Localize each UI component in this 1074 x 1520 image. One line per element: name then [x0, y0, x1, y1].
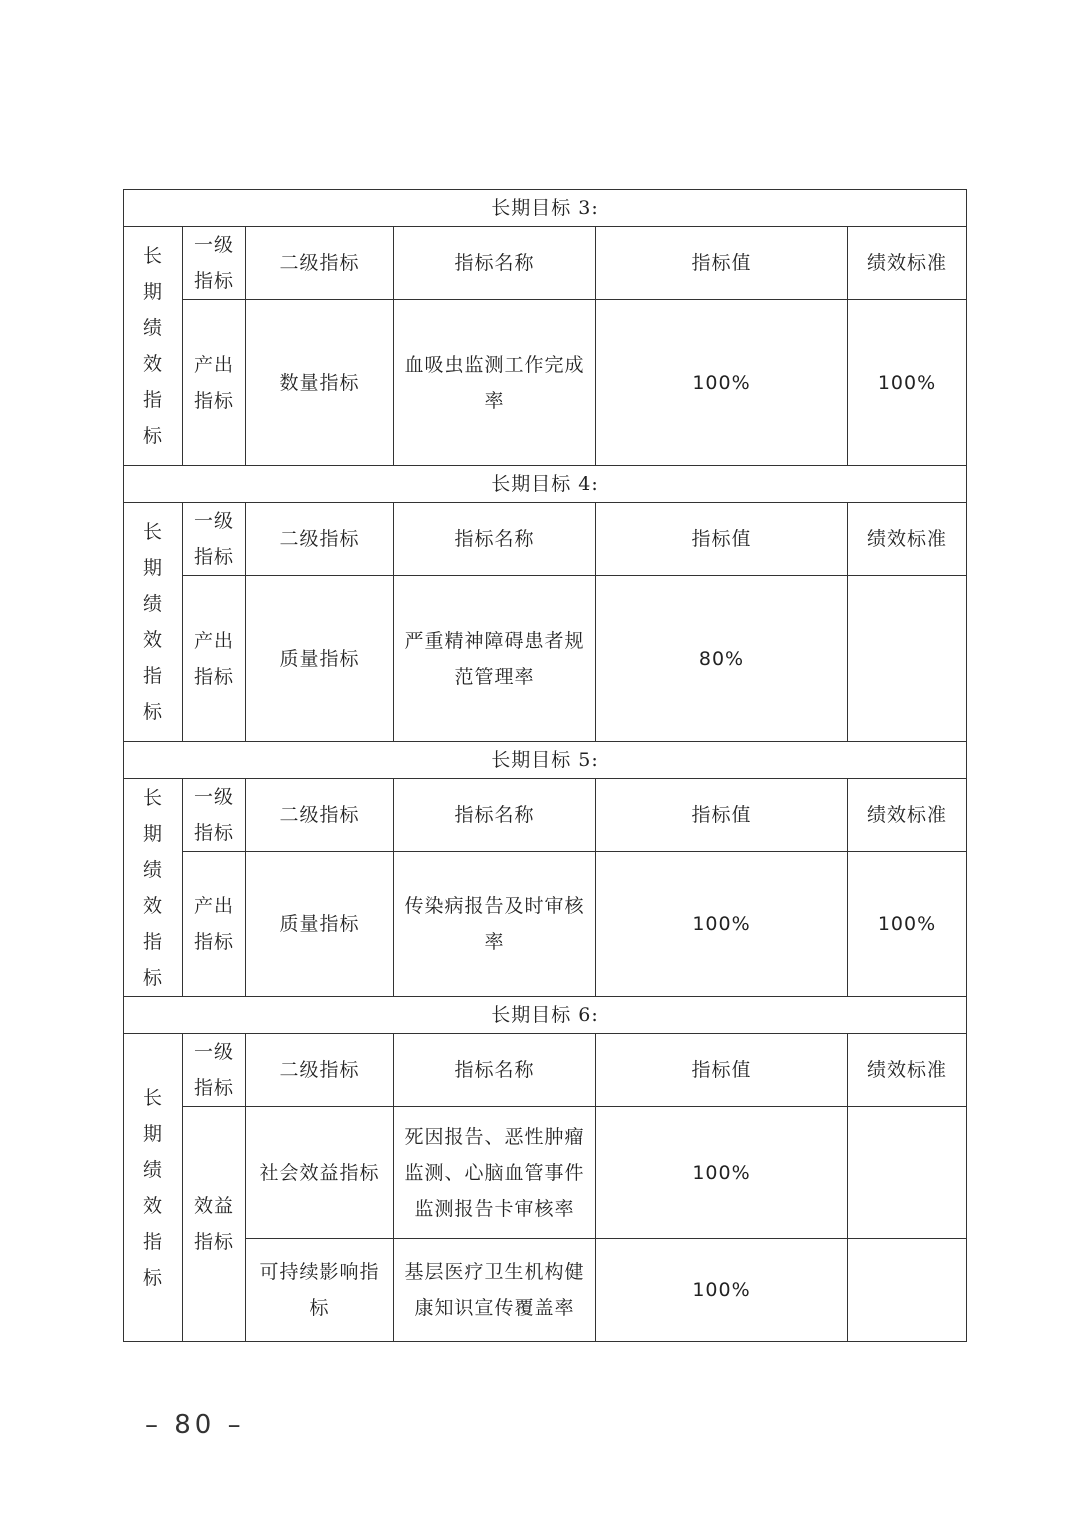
header-level1: 一级指标	[183, 1034, 246, 1107]
header-standard: 绩效标准	[848, 1034, 967, 1107]
header-row	[124, 779, 967, 852]
long-term-performance-table	[123, 189, 967, 1342]
row-label-cell	[124, 1034, 183, 1342]
header-level1: 一级指标	[183, 227, 246, 300]
level1-cell: 产出指标	[183, 852, 246, 997]
standard-cell	[848, 1239, 967, 1342]
goal-title: 长期目标 3:	[124, 190, 967, 227]
header-level2: 二级指标	[246, 227, 394, 300]
row-label-cell	[124, 779, 183, 997]
goal-title-row	[124, 997, 967, 1034]
indicator-value-cell: 80%	[596, 576, 848, 742]
goal-title: 长期目标 4:	[124, 466, 967, 503]
level1-cell: 产出指标	[183, 300, 246, 466]
header-name: 指标名称	[394, 1034, 596, 1107]
indicator-value-cell: 100%	[596, 852, 848, 997]
header-level1: 一级指标	[183, 779, 246, 852]
level2-cell: 数量指标	[246, 300, 394, 466]
table-row	[124, 300, 967, 466]
level2-cell: 质量指标	[246, 576, 394, 742]
level2-cell: 社会效益指标	[246, 1107, 394, 1239]
indicator-name-cell: 死因报告、恶性肿瘤监测、心脑血管事件监测报告卡审核率	[394, 1107, 596, 1239]
header-level2: 二级指标	[246, 503, 394, 576]
table-row	[124, 852, 967, 997]
indicator-name-cell: 传染病报告及时审核率	[394, 852, 596, 997]
header-row	[124, 503, 967, 576]
table-row	[124, 1107, 967, 1239]
level1-cell: 产出指标	[183, 576, 246, 742]
header-level2: 二级指标	[246, 779, 394, 852]
table-row	[124, 1239, 967, 1342]
row-label: 长期绩效指标	[142, 521, 163, 723]
header-level1: 一级指标	[183, 503, 246, 576]
level1-cell: 效益指标	[183, 1107, 246, 1342]
row-label: 长期绩效指标	[142, 245, 163, 447]
header-value: 指标值	[596, 503, 848, 576]
level2-cell: 质量指标	[246, 852, 394, 997]
header-value: 指标值	[596, 227, 848, 300]
header-row	[124, 1034, 967, 1107]
standard-cell	[848, 1107, 967, 1239]
indicator-name-cell: 血吸虫监测工作完成率	[394, 300, 596, 466]
indicator-value-cell: 100%	[596, 1107, 848, 1239]
goal-title: 长期目标 5:	[124, 742, 967, 779]
header-standard: 绩效标准	[848, 503, 967, 576]
header-value: 指标值	[596, 779, 848, 852]
indicator-name-cell: 基层医疗卫生机构健康知识宣传覆盖率	[394, 1239, 596, 1342]
indicator-value-cell: 100%	[596, 1239, 848, 1342]
header-standard: 绩效标准	[848, 227, 967, 300]
row-label-cell	[124, 503, 183, 742]
header-level2: 二级指标	[246, 1034, 394, 1107]
goal-title: 长期目标 6:	[124, 997, 967, 1034]
header-name: 指标名称	[394, 227, 596, 300]
standard-cell: 100%	[848, 300, 967, 466]
indicator-name-cell: 严重精神障碍患者规范管理率	[394, 576, 596, 742]
header-row	[124, 227, 967, 300]
standard-cell	[848, 576, 967, 742]
level2-cell: 可持续影响指标	[246, 1239, 394, 1342]
indicator-value-cell: 100%	[596, 300, 848, 466]
row-label: 长期绩效指标	[142, 786, 163, 989]
header-value: 指标值	[596, 1034, 848, 1107]
table-row	[124, 576, 967, 742]
goal-title-row	[124, 742, 967, 779]
header-name: 指标名称	[394, 503, 596, 576]
row-label-cell	[124, 227, 183, 466]
goal-title-row	[124, 190, 967, 227]
page-number: – 80 –	[145, 1410, 245, 1440]
goal-title-row	[124, 466, 967, 503]
header-standard: 绩效标准	[848, 779, 967, 852]
row-label: 长期绩效指标	[142, 1086, 163, 1289]
standard-cell: 100%	[848, 852, 967, 997]
header-name: 指标名称	[394, 779, 596, 852]
